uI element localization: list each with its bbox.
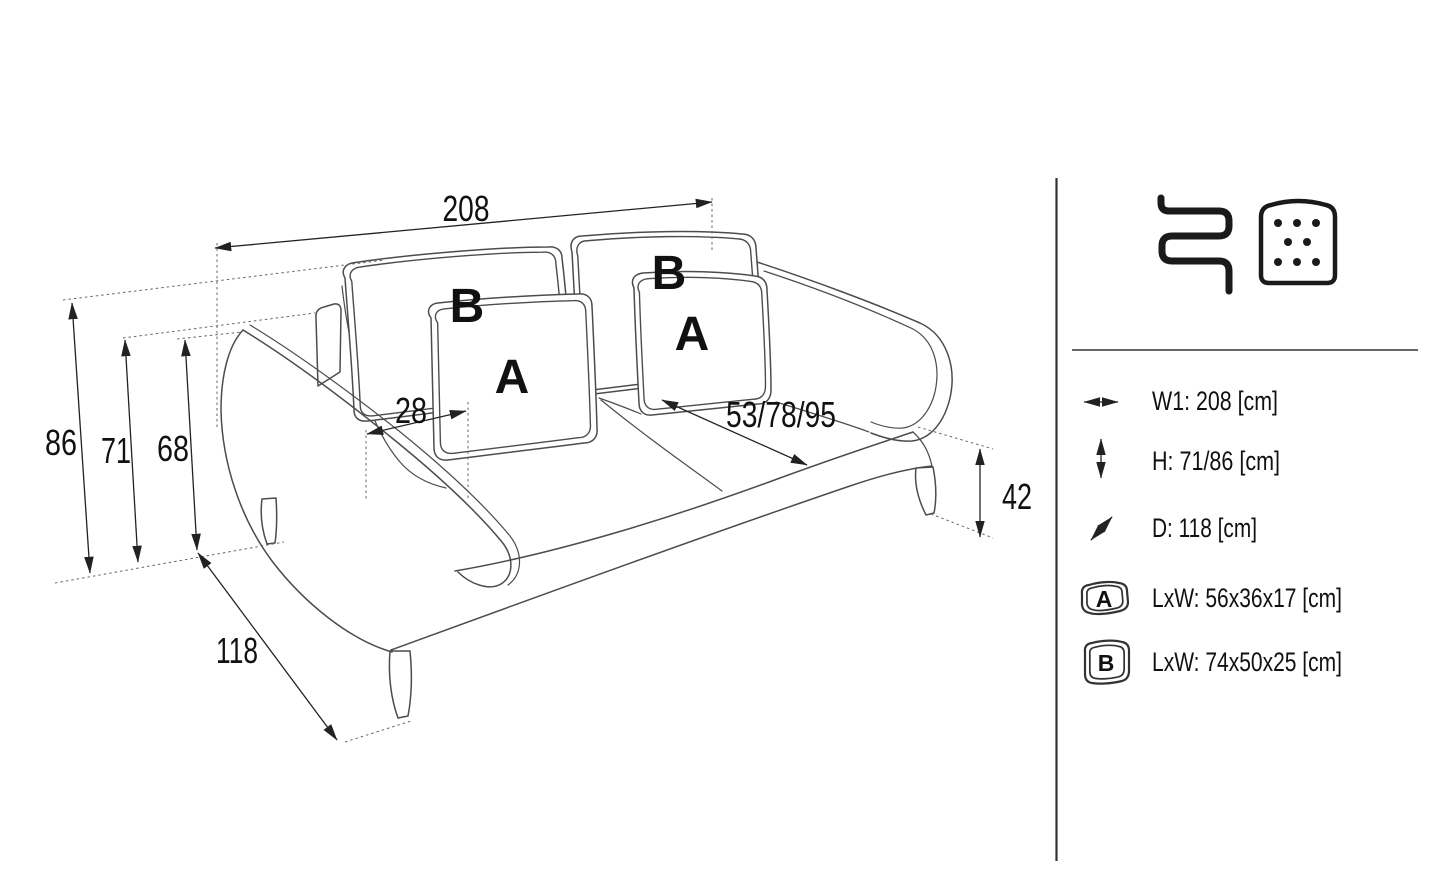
extension-line <box>918 427 993 449</box>
legend-panel <box>1057 178 1419 861</box>
dim-overall-depth-label: 118 <box>216 630 258 671</box>
dim-arm-width-label: 28 <box>395 390 427 431</box>
legend-cushion-a-text: LxW: 56x36x17 [cm] <box>1152 583 1342 613</box>
legend-depth-text: D: 118 [cm] <box>1152 513 1257 543</box>
dimension-backrest-height <box>101 340 138 562</box>
cushion-b-icon-letter: B <box>1097 650 1115 676</box>
dimension-leg-height <box>980 449 1032 537</box>
dim-seat-depth-label: 53/78/95 <box>726 394 836 435</box>
cushion-a-icon-letter: A <box>1095 586 1113 612</box>
extension-line <box>123 313 315 338</box>
cushion-b-icon <box>1085 641 1129 684</box>
legend-width-text: W1: 208 [cm] <box>1152 386 1278 416</box>
dim-leg-height-label: 42 <box>1002 476 1032 517</box>
dimension-total-height <box>45 303 90 573</box>
seat-front-edge <box>455 432 913 571</box>
dimension-arm-height <box>157 340 197 550</box>
back-frame-post <box>316 304 341 386</box>
leg-right <box>916 467 936 515</box>
extension-line <box>345 721 411 742</box>
extension-line <box>63 260 385 300</box>
seat-back-edge-mid <box>599 398 641 414</box>
cushion-a-icon <box>1082 582 1128 614</box>
spring-coil-icon <box>1161 198 1229 291</box>
seat-pillow-left-label: A <box>494 351 530 404</box>
base-bottom-edge <box>391 466 932 650</box>
foam-padding-icon <box>1261 201 1335 283</box>
depth-arrow-icon <box>1091 517 1112 540</box>
dim-arm-height-label: 68 <box>157 428 189 469</box>
sofa-drawing <box>221 232 952 718</box>
extension-line <box>177 332 242 339</box>
extension-line <box>931 514 993 538</box>
back-cushion-right-label: B <box>651 247 687 300</box>
dim-total-height-label: 86 <box>45 422 77 463</box>
seat-pillow-right-label: A <box>674 308 710 361</box>
back-cushion-left-label: B <box>449 280 485 333</box>
legend-height-text: H: 71/86 [cm] <box>1152 446 1280 476</box>
base-right-face <box>913 432 932 466</box>
legend-cushion-b-text: LxW: 74x50x25 [cm] <box>1152 647 1342 677</box>
dimension-overall-depth <box>198 553 337 740</box>
leg-back-left <box>261 498 276 544</box>
leg-front-left <box>389 651 411 718</box>
dim-backrest-height-label: 71 <box>101 430 131 471</box>
dim-width-label: 208 <box>442 188 490 229</box>
